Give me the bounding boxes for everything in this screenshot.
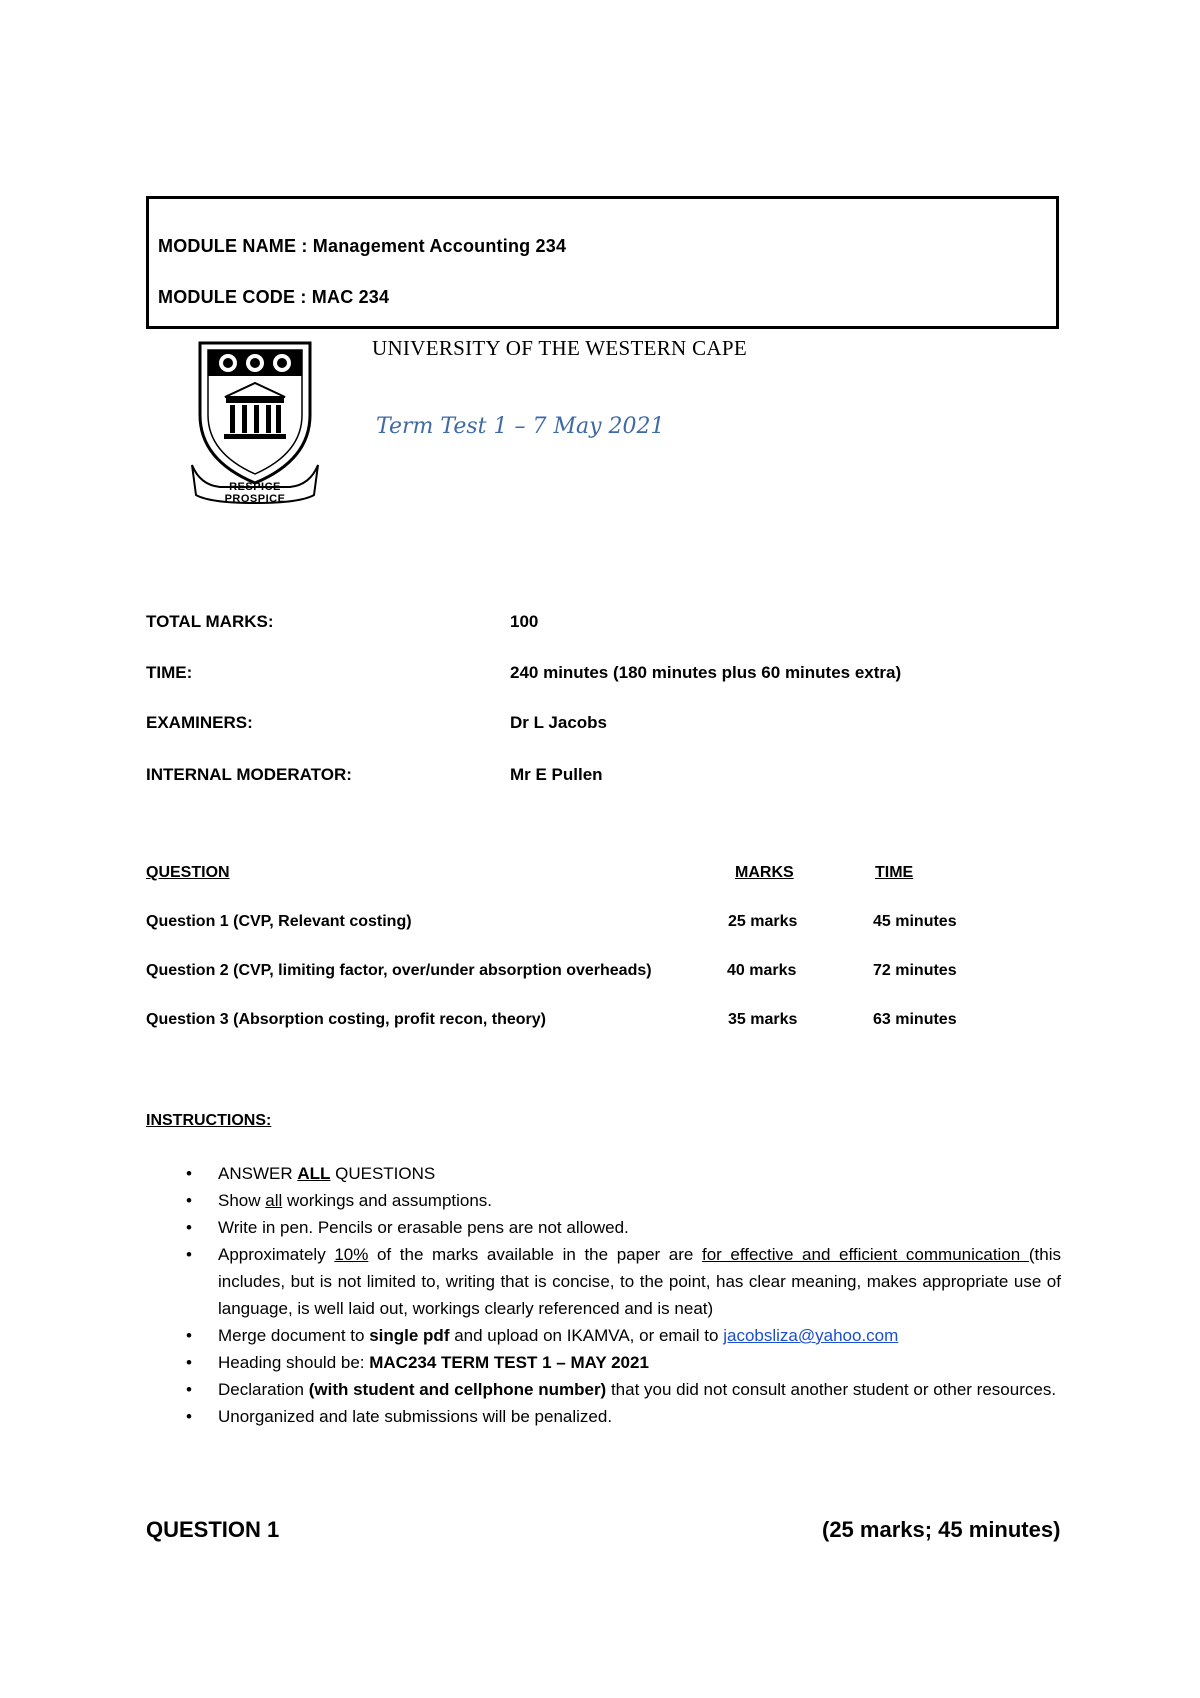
module-code-line bbox=[158, 287, 389, 308]
instruction-text: that you did not consult another student or other resources. bbox=[606, 1380, 1057, 1399]
instruction-item bbox=[146, 1160, 1061, 1187]
instruction-text: Heading should be: bbox=[218, 1353, 370, 1372]
question-row-3-marks: 35 marks bbox=[728, 1011, 798, 1028]
total-marks-label: TOTAL MARKS: bbox=[146, 612, 274, 631]
instruction-text: workings and assumptions. bbox=[282, 1191, 493, 1210]
time-column-header: TIME bbox=[875, 864, 914, 881]
examiners-value: Dr L Jacobs bbox=[510, 713, 608, 732]
question-row-1-time: 45 minutes bbox=[873, 913, 957, 930]
module-code-label: MODULE CODE : bbox=[158, 287, 312, 307]
instruction-text: Show bbox=[218, 1191, 266, 1210]
module-code-value: MAC 234 bbox=[311, 287, 390, 307]
instruction-emphasis: 10% bbox=[334, 1245, 369, 1264]
question-row-2-marks: 40 marks bbox=[727, 962, 797, 979]
instructions-heading: INSTRUCTIONS: bbox=[146, 1112, 272, 1129]
total-marks-value: 100 bbox=[510, 612, 539, 631]
university-name: UNIVERSITY OF THE WESTERN CAPE bbox=[372, 336, 747, 360]
module-info-box bbox=[146, 196, 1059, 329]
time-value: 240 minutes (180 minutes plus 60 minutes extra) bbox=[510, 663, 902, 682]
question-1-title: QUESTION 1 bbox=[146, 1517, 280, 1542]
instructions-list bbox=[146, 1160, 1061, 1430]
instruction-text: Merge document to bbox=[218, 1326, 370, 1345]
instruction-text: ANSWER bbox=[218, 1164, 298, 1183]
instruction-text: of the marks available in the paper are bbox=[368, 1245, 702, 1264]
question-row-3-time: 63 minutes bbox=[873, 1011, 957, 1028]
instruction-item bbox=[146, 1376, 1061, 1403]
test-title: Term Test 1 – 7 May 2021 bbox=[376, 414, 665, 439]
question-column-header: QUESTION bbox=[146, 864, 230, 881]
instruction-emphasis: for effective and efficient communication bbox=[701, 1245, 1029, 1264]
instruction-text: Approximately bbox=[218, 1245, 335, 1264]
module-name-value: Management Accounting 234 bbox=[312, 236, 567, 256]
question-row-1-name: Question 1 (CVP, Relevant costing) bbox=[146, 913, 412, 930]
question-1-marks: (25 marks; 45 minutes) bbox=[822, 1517, 1061, 1542]
instruction-text: Declaration bbox=[218, 1380, 309, 1399]
instruction-text: Unorganized and late submissions will be penalized. bbox=[218, 1407, 613, 1426]
instruction-emphasis: ALL bbox=[297, 1164, 331, 1183]
module-name-label: MODULE NAME : bbox=[158, 236, 313, 256]
time-label: TIME: bbox=[146, 663, 193, 682]
instruction-emphasis: MAC234 TERM TEST 1 – MAY 2021 bbox=[369, 1353, 649, 1372]
instruction-text: and upload on IKAMVA, or email to bbox=[449, 1326, 724, 1345]
question-row-2-time: 72 minutes bbox=[873, 962, 957, 979]
moderator-label: INTERNAL MODERATOR: bbox=[146, 765, 352, 784]
instruction-item bbox=[146, 1214, 1061, 1241]
examiners-label: EXAMINERS: bbox=[146, 713, 253, 732]
university-crest-logo bbox=[190, 335, 320, 505]
instruction-emphasis: (with student and cellphone number) bbox=[308, 1380, 607, 1399]
instruction-item bbox=[146, 1187, 1061, 1214]
instruction-item bbox=[146, 1403, 1061, 1430]
instruction-text: QUESTIONS bbox=[330, 1164, 436, 1183]
marks-column-header: MARKS bbox=[735, 864, 794, 881]
crest-motto: RESPICE PROSPICE bbox=[224, 481, 286, 505]
module-name-line bbox=[158, 236, 566, 257]
moderator-value: Mr E Pullen bbox=[510, 765, 603, 784]
instruction-text: Write in pen. Pencils or erasable pens are not allowed. bbox=[218, 1218, 629, 1237]
question-row-1-marks: 25 marks bbox=[728, 913, 798, 930]
question-row-3-name: Question 3 (Absorption costing, profit recon, theory) bbox=[146, 1011, 547, 1028]
question-row-2-name: Question 2 (CVP, limiting factor, over/under absorption overheads) bbox=[146, 962, 652, 979]
instruction-text: (this includes, but is not limited to, writing that is concise, to the point, has clear meaning, makes appropriate use of language, is well laid out, workings clearly referenced and is neat) bbox=[218, 1245, 1061, 1318]
instruction-item bbox=[146, 1349, 1061, 1376]
instruction-emphasis: all bbox=[265, 1191, 283, 1210]
email-link[interactable]: jacobsliza@yahoo.com bbox=[723, 1326, 899, 1345]
instruction-item bbox=[146, 1322, 1061, 1349]
instruction-item bbox=[146, 1241, 1061, 1322]
instruction-emphasis: single pdf bbox=[369, 1326, 450, 1345]
